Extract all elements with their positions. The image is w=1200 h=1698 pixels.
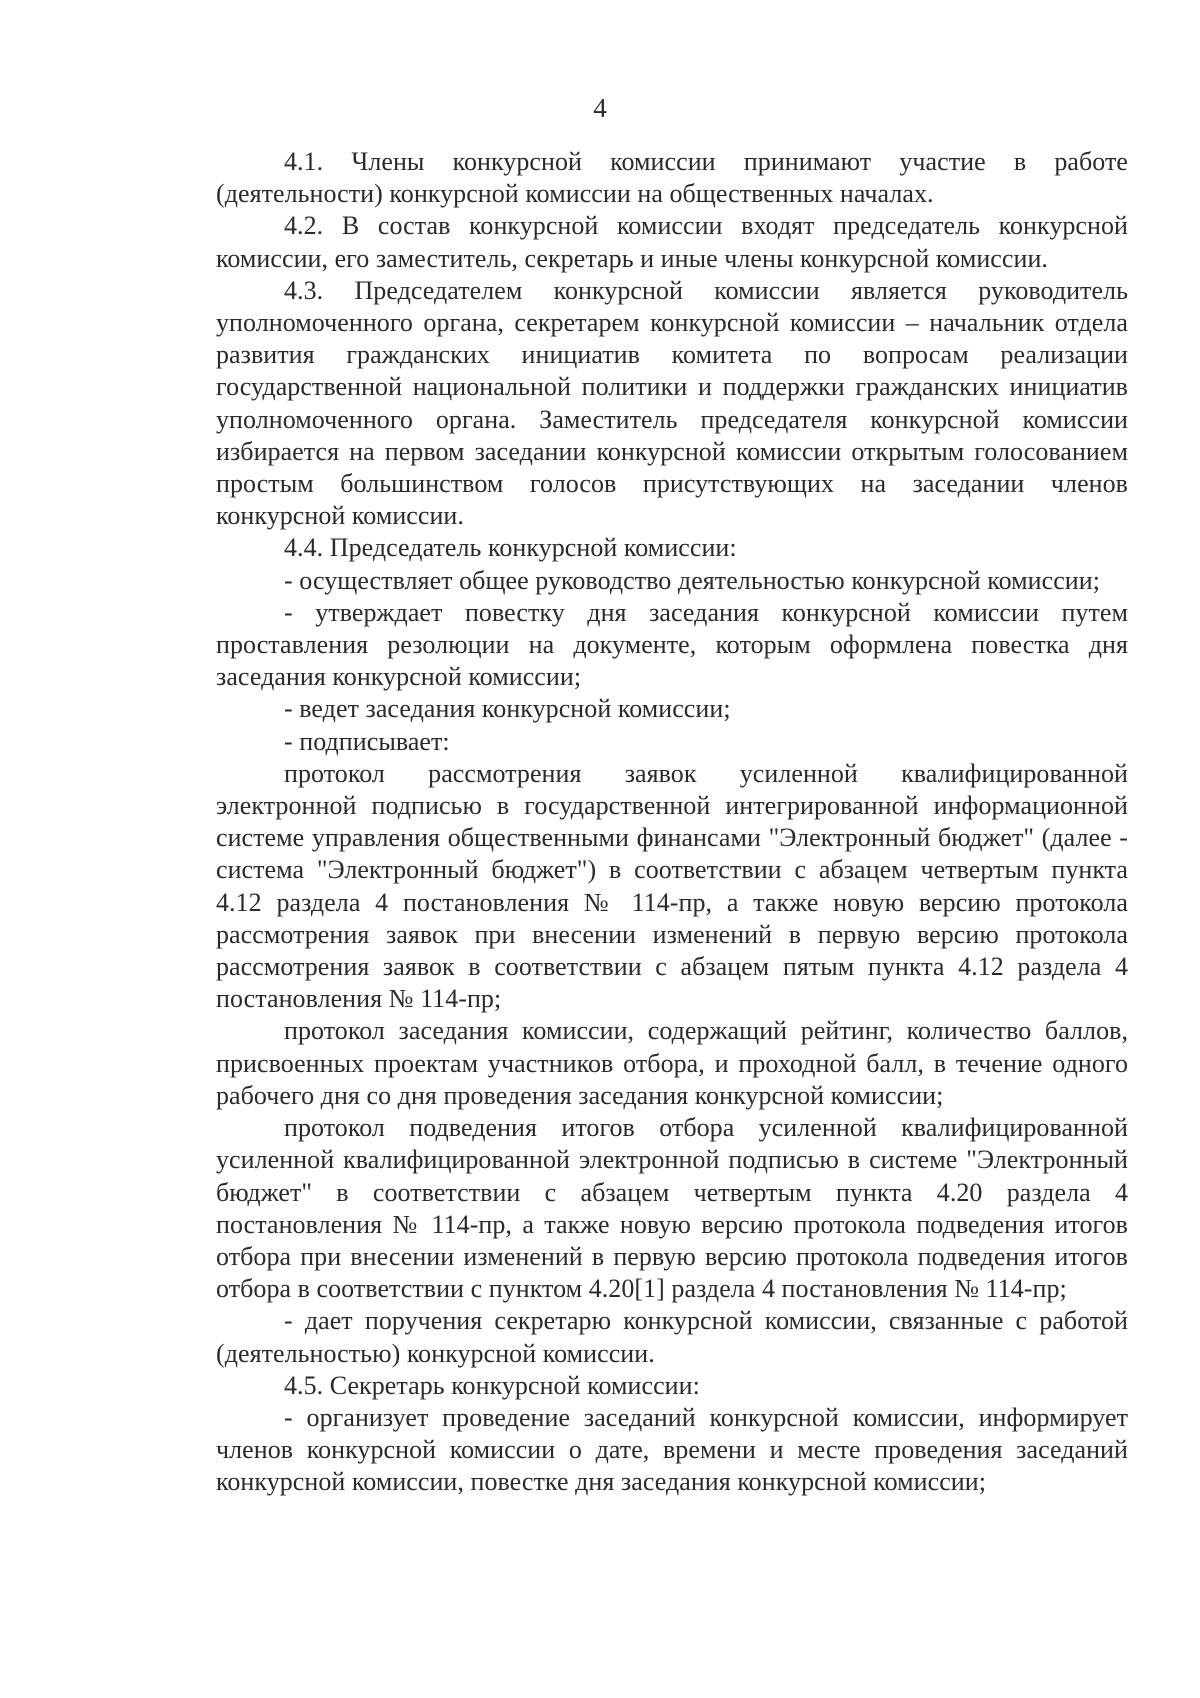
list-item-gives-instructions: - дает поручения секретарю конкурсной комиссии, связанные с работой (деятельностью) конкурсной комиссии. [216, 1306, 1128, 1368]
paragraph-4-1: 4.1. Члены конкурсной комиссии принимают участие в работе (деятельности) конкурсной комиссии на общественных началах. [216, 147, 1128, 209]
list-item-approves-agenda: - утверждает повестку дня заседания конкурсной комиссии путем проставления резолюции на документе, которым оформлена повестка дня заседания конкурсной комиссии; [216, 597, 1128, 692]
list-item-signs: - подписывает: [284, 726, 450, 756]
list-item-organizes-meetings: - организует проведение заседаний конкурсной комиссии, информирует членов конкурсной комиссии о дате, времени и месте проведения заседаний конкурсной комиссии, повестке дня заседания конкурсной комиссии; [216, 1402, 1128, 1497]
paragraph-4-3: 4.3. Председателем конкурсной комиссии является руководитель уполномоченного органа, секретарем конкурсной комиссии – начальник отдела развития гражданских инициатив комитета по вопросам реализации государственной национальной политики и поддержки гражданских инициатив уполномоченного органа. Заместитель председателя конкурсной комиссии избирается на первом заседании конкурсной комиссии открытым голосованием простым большинством голосов присутствующих на заседании членов конкурсной комиссии. [216, 275, 1128, 531]
paragraph-review-protocol: протокол рассмотрения заявок усиленной квалифицированной электронной подписью в государственной интегрированной информационной системе управления общественными финансами "Электронный бюджет" (далее - система "Электронный бюджет") в соответствии с абзацем четвертым пункта 4.12 раздела 4 постановления № 114-пр, а также новую версию протокола рассмотрения заявок при внесении изменений в первую версию протокола рассмотрения заявок в соответствии с абзацем пятым пункта 4.12 раздела 4 постановления № 114-пр; [216, 758, 1128, 1014]
list-item-general-management: - осуществляет общее руководство деятельностью конкурсной комиссии; [284, 565, 1100, 595]
paragraph-4-5: 4.5. Секретарь конкурсной комиссии: [284, 1370, 700, 1400]
paragraph-results-protocol: протокол подведения итогов отбора усиленной квалифицированной усиленной квалифицированной электронной подписью в системе "Электронный бюджет" в соответствии с абзацем четвертым пункта 4.20 раздела 4 постановления № 114-пр, а также новую версию протокола подведения итогов отбора при внесении изменений в первую версию протокола подведения итогов отбора в соответствии с пунктом 4.20[1] раздела 4 постановления № 114-пр; [216, 1113, 1128, 1304]
paragraph-4-4: 4.4. Председатель конкурсной комиссии: [284, 533, 737, 563]
page-number: 4 [593, 93, 607, 123]
document-body [216, 146, 1128, 1499]
paragraph-4-2: 4.2. В состав конкурсной комиссии входят председатель конкурсной комиссии, его заместитель, секретарь и иные члены конкурсной комиссии. [216, 211, 1128, 273]
paragraph-meeting-protocol: протокол заседания комиссии, содержащий рейтинг, количество баллов, присвоенных проектам участников отбора, и проходной балл, в течение одного рабочего дня со дня проведения заседания конкурсной комиссии; [216, 1016, 1128, 1110]
list-item-conducts-meetings: - ведет заседания конкурсной комиссии; [284, 694, 731, 724]
